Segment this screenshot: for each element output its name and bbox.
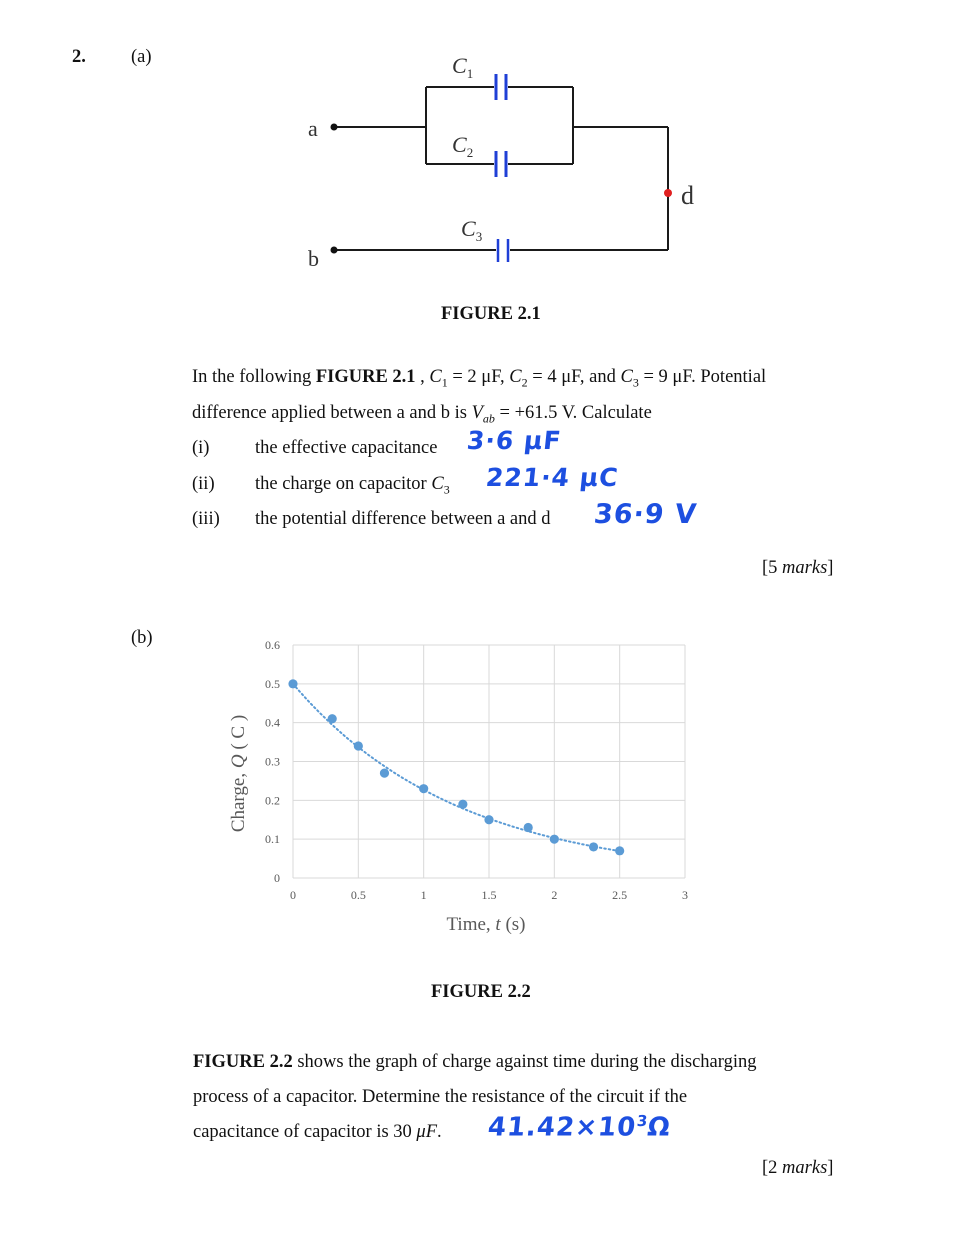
- part-a-intro-line2: difference applied between a and b is $V_{ab} = +61.5$ V. Calculate: [192, 403, 652, 426]
- data-point: [458, 800, 467, 809]
- item-i-text: the effective capacitance: [255, 438, 438, 458]
- question-number: 2.: [72, 47, 86, 67]
- x-axis-label: Time, t (s): [446, 914, 526, 935]
- item-iii-text: the potential difference between a and d: [255, 509, 551, 529]
- c1-label: $C_1$: [452, 53, 474, 81]
- node-b-label: b: [308, 246, 319, 271]
- figure-2-2-caption: FIGURE 2.2: [431, 982, 531, 1002]
- charge-time-chart: [215, 625, 705, 945]
- data-point: [328, 714, 337, 723]
- circuit-wires: [334, 87, 668, 250]
- data-point: [484, 815, 493, 824]
- capacitor-c3: [498, 239, 508, 262]
- data-point: [550, 835, 559, 844]
- x-tick-label: 0.5: [350, 888, 366, 902]
- data-point: [589, 842, 598, 851]
- node-b-dot: [331, 247, 338, 254]
- y-axis-label: Charge, Q ( C ): [228, 714, 249, 833]
- capacitor-c1: [496, 74, 506, 100]
- item-iii-number: (iii): [192, 509, 220, 529]
- node-d-label: d: [681, 181, 694, 210]
- data-point: [419, 784, 428, 793]
- data-point: [615, 846, 624, 855]
- y-tick-label: 0.6: [265, 638, 280, 652]
- node-a-label: a: [308, 116, 318, 141]
- x-tick-label: 0: [290, 888, 296, 902]
- x-tick-label: 2: [551, 888, 558, 902]
- part-b-para-line1: FIGURE 2.2 shows the graph of charge against time during the discharging: [193, 1052, 757, 1072]
- node-a-dot: [331, 124, 338, 131]
- part-a-marks: [5 marks]: [762, 558, 834, 578]
- c2-label: $C_2$: [452, 132, 474, 160]
- item-ii-text: the charge on capacitor $C_3$: [255, 474, 450, 497]
- node-d-dot: [664, 189, 672, 197]
- circuit-diagram: [290, 40, 730, 280]
- x-tick-label: 1: [420, 888, 427, 902]
- data-point: [524, 823, 533, 832]
- y-tick-label: 0.4: [265, 715, 280, 730]
- part-b-label: (b): [131, 628, 153, 648]
- y-tick-label: 0.5: [265, 676, 280, 691]
- x-tick-label: 3: [682, 888, 688, 902]
- y-tick-label: 0.1: [265, 832, 280, 847]
- answer-iii-handwritten: 36·9 V: [592, 499, 699, 530]
- figure-2-1-caption: FIGURE 2.1: [441, 304, 541, 324]
- y-tick-label: 0: [274, 871, 280, 885]
- y-tick-label: 0.3: [265, 754, 280, 769]
- data-point: [380, 769, 389, 778]
- answer-ii-handwritten: 221·4 μC: [484, 463, 621, 492]
- part-b-marks: [2 marks]: [762, 1158, 834, 1178]
- part-a-intro-line1: In the following FIGURE 2.1 , $C_1 = 2$ μF, $C_2 = 4$ μF, and $C_3 = 9$ μF. Potential: [192, 367, 767, 390]
- c3-label: $C_3$: [461, 216, 483, 244]
- part-b-para-line3: capacitance of capacitor is 30 μF.: [193, 1122, 442, 1142]
- capacitor-c2: [496, 151, 506, 177]
- answer-b-handwritten: $41.42\times 10^3\Omega$: [486, 1112, 673, 1143]
- data-point: [288, 679, 297, 688]
- part-b-para-line2: process of a capacitor. Determine the resistance of the circuit if the: [193, 1087, 688, 1107]
- answer-i-handwritten: 3·6 μF: [465, 426, 563, 455]
- item-i-number: (i): [192, 438, 210, 458]
- y-tick-label: 0.2: [265, 793, 280, 808]
- item-ii-number: (ii): [192, 474, 215, 494]
- data-point: [354, 741, 363, 750]
- x-tick-label: 2.5: [612, 888, 628, 902]
- part-a-label: (a): [131, 47, 152, 67]
- x-tick-label: 1.5: [481, 888, 497, 902]
- trendline: [293, 684, 620, 851]
